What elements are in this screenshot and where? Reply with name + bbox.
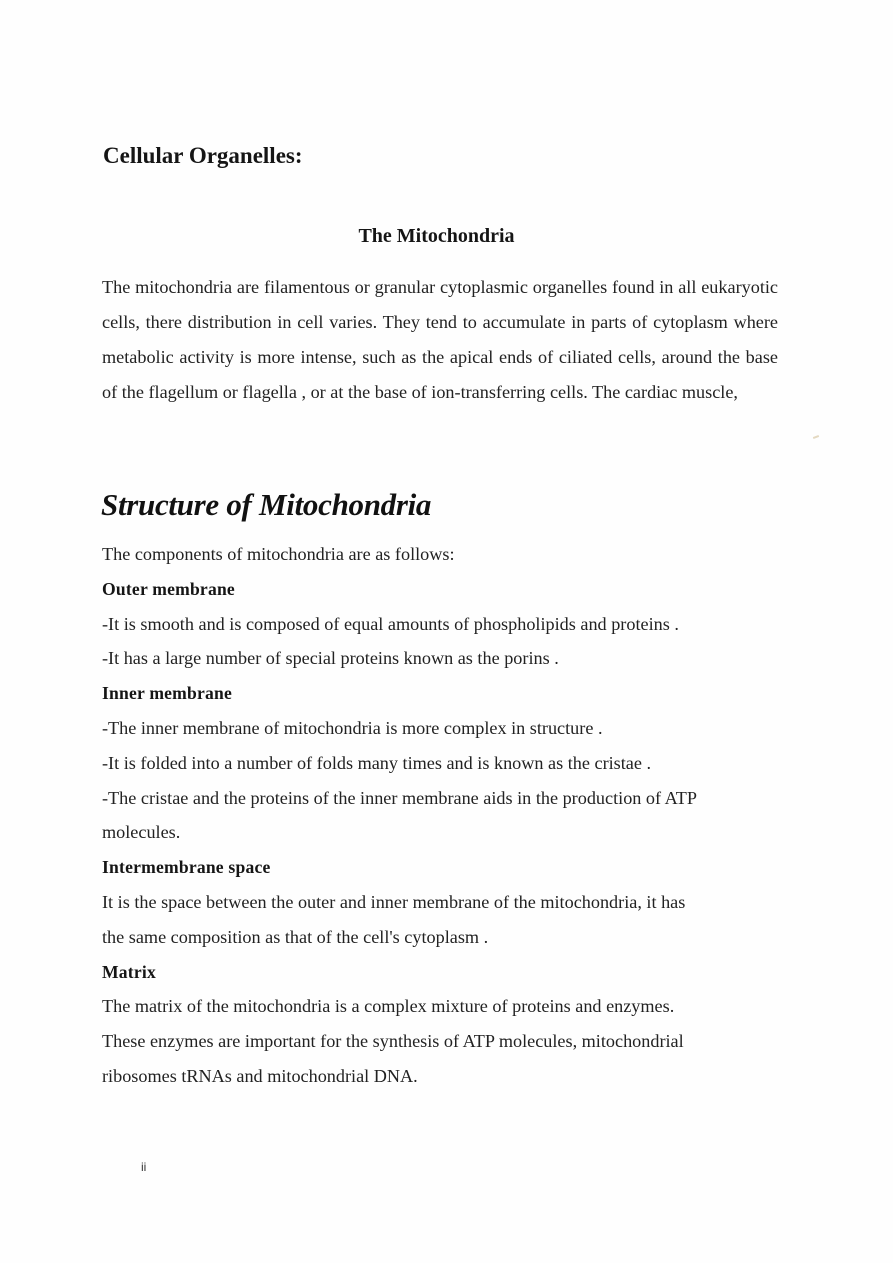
subtitle: The Mitochondria [358, 225, 515, 247]
body-line: molecules. [102, 822, 181, 843]
scan-speck [813, 435, 819, 439]
subheading: Intermembrane space [102, 857, 271, 878]
body-line: ribosomes tRNAs and mitochondrial DNA. [102, 1065, 418, 1086]
body-line: -The inner membrane of mitochondria is more complex in structure . [102, 717, 603, 738]
body-line: The components of mitochondria are as follows: [102, 544, 455, 564]
intro-paragraph: The mitochondria are filamentous or granular cytoplasmic organelles found in all eukaryotic cells, there distribution in cell varies. They tend to accumulate in parts of cytoplasm where metabolic activity is more intense, such as the apical ends of ciliated cells, around the base of the flagellum or flagella , or at the base of ion-transferring cells. The cardiac muscle, [102, 277, 778, 402]
page-number: ii [141, 1160, 147, 1174]
body-line: The matrix of the mitochondria is a complex mixture of proteins and enzymes. [102, 996, 675, 1017]
subheading: Inner membrane [102, 683, 233, 704]
body-line: These enzymes are important for the synthesis of ATP molecules, mitochondrial [102, 1031, 684, 1052]
structure-body [102, 537, 782, 1094]
subheading: Outer membrane [102, 578, 235, 599]
body-line: -It has a large number of special proteins known as the porins . [102, 648, 559, 669]
structure-heading: Structure of Mitochondria [101, 487, 432, 522]
body-line: -It is smooth and is composed of equal amounts of phospholipids and proteins . [102, 613, 679, 634]
body-line: -It is folded into a number of folds many times and is known as the cristae . [102, 752, 652, 773]
body-line: -The cristae and the proteins of the inner membrane aids in the production of ATP [102, 787, 697, 808]
body-line: the same composition as that of the cell's cytoplasm . [102, 926, 489, 947]
subheading: Matrix [102, 961, 156, 982]
body-line: It is the space between the outer and inner membrane of the mitochondria, it has [102, 891, 686, 912]
section-title: Cellular Organelles: [103, 143, 303, 168]
